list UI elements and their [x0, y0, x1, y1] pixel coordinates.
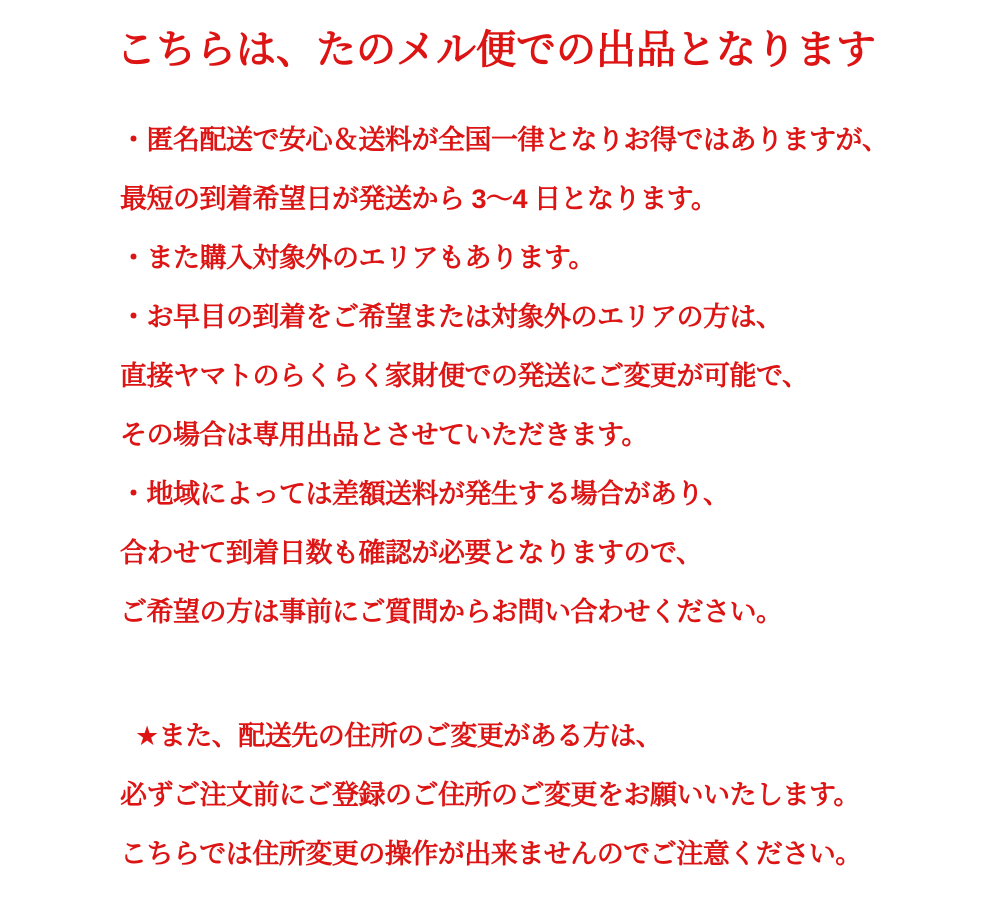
notice-line-update-address: 必ずご注文前にご登録のご住所のご変更をお願いいたします。 [120, 780, 860, 810]
notice-line-excluded-area: ・また購入対象外のエリアもあります。 [120, 243, 595, 273]
notice-line-address-change: ★また、配送先の住所のご変更がある方は、 [135, 721, 663, 751]
notice-line-confirm-days: 合わせて到着日数も確認が必要となりますので、 [120, 538, 703, 568]
notice-body [120, 126, 992, 869]
notice-line-arrival-days: 最短の到着希望日が発送から 3～4 日となります。 [120, 184, 718, 214]
notice-line-early-arrival: ・お早目の到着をご希望または対象外のエリアの方は、 [120, 302, 783, 332]
notice-line-yamato-option: 直接ヤマトのらくらく家財便での発送にご変更が可能で、 [120, 361, 809, 391]
notice-line-anonymous-shipping: ・匿名配送で安心＆送料が全国一律となりお得ではありますが、 [120, 125, 889, 155]
notice-title: こちらは、たのメル便での出品となります [116, 28, 876, 72]
notice-line-contact-before: ご希望の方は事前にご質問からお問い合わせください。 [120, 597, 783, 627]
notice-line-dedicated-listing: その場合は専用出品とさせていただきます。 [120, 420, 648, 450]
notice-line-extra-fee: ・地域によっては差額送料が発生する場合があり、 [120, 479, 730, 509]
notice-line-cannot-change: こちらでは住所変更の操作が出来ませんのでご注意ください。 [120, 839, 862, 869]
